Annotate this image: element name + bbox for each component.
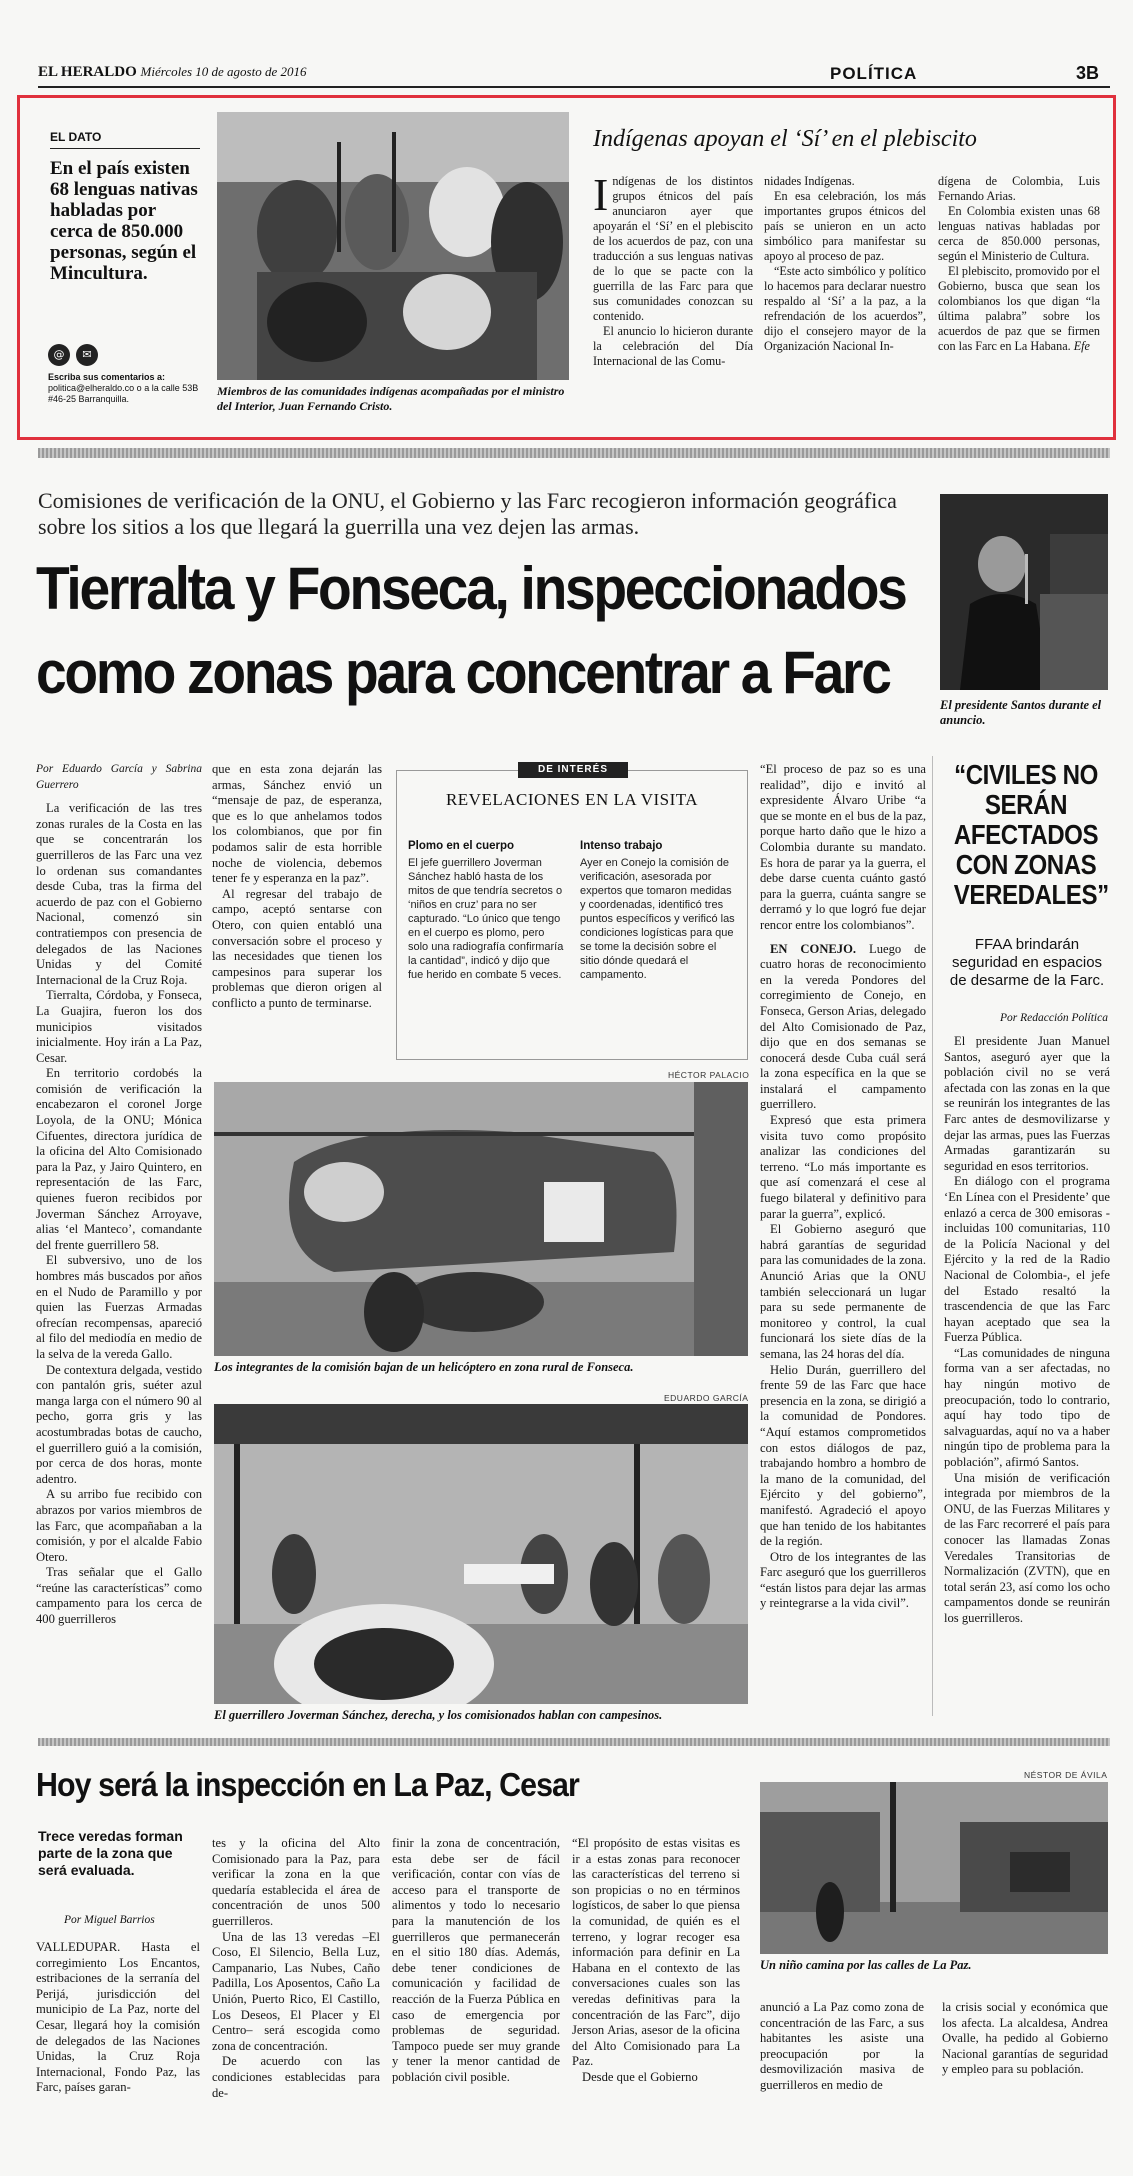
dato-label: EL DATO xyxy=(50,130,102,144)
dato-text: En el país existen 68 lenguas nativas habladas por cerca de 850.000 personas, según el Mincultura. xyxy=(50,158,198,284)
main-headline-1: Tierralta y Fonseca, inspeccionados xyxy=(36,555,906,622)
bottom-col3: finir la zona de concentración, esta debe ser de fácil verificación, contar con vías de acceso para el transporte de alimentos y todo lo necesario para la manutención de los guerrilleros que permanecerán en el sitio 180 días. Además, debe tener condiciones de comunicación y facilidad de reacción de la Fuerza Pública en caso de emergencia por problemas de seguridad. Tampoco puede ser muy grande y tener la menor cantidad de población civil posible. xyxy=(392,1836,560,2084)
bottom-sub: Trece veredas forman parte de la zona que será evaluada. xyxy=(38,1828,183,1878)
indigenas-col2: nidades Indígenas. En esa celebración, los más importantes grupos étnicos del país se unieron en un acto simbólico para manifestar su apoyo al proceso de paz. “Este acto simbólico y político lo hacemos para declarar nuestro respaldo al ‘Sí’ a la paz, a la refrendación de los acuerdos”, dijo el consejero mayor de la Organización Nacional In- xyxy=(764,174,926,353)
indigenas-col3: dígena de Colombia, Luis Fernando Arias. En Colombia existen unas 68 lenguas nativas habladas por cerca de 850.000 personas, según el Ministerio de Cultura. El plebiscito, promovido por el Gobierno, busca que sean los colombianos los que digan “la última palabra” sobre los acuerdos de paz que se firmen con las Farc en La Habana. Efe xyxy=(938,174,1100,353)
paper-name: EL HERALDO xyxy=(38,64,137,80)
indigenas-headline: Indígenas apoyan el ‘Sí’ en el plebiscito xyxy=(593,126,977,152)
bottom-headline: Hoy será la inspección en La Paz, Cesar xyxy=(36,1766,579,1803)
sidebar-sub: FFAA brindarán seguridad en espacios de desarme de la Farc. xyxy=(949,936,1105,989)
at-icon[interactable]: @ xyxy=(48,344,70,366)
header-paper-date xyxy=(38,64,307,81)
bottom-col2: tes y la oficina del Alto Comisionado para la Paz, para verificar la zona en la que quedaría establecida el área de concentración de unos 500 guerrilleros. Una de las 13 veredas –El Coso, El Silencio, Bella Luz, Campanario, Las Nubes, Caño Padilla, Los Aposentos, Caño La Unión, Puerto Rico, El Castillo, Los Deseos, El Placer y El Centro– será escogida como zona de concentración. De acuerdo con las condiciones establecidas para de- xyxy=(212,1836,380,2100)
sidebar-byline: Por Redacción Política xyxy=(1000,1012,1108,1024)
en-conejo-lead: EN CONEJO. xyxy=(770,941,857,956)
separator-band xyxy=(38,448,1110,458)
santos-caption: El presidente Santos durante el anuncio. xyxy=(940,698,1102,727)
interes-title: REVELACIONES EN LA VISITA xyxy=(445,790,699,809)
main-col4: “El proceso de paz so es una realidad”, dijo e invitó al expresidente Álvaro Uribe “a que se monte en el bus de la paz, porque harto daño que le hizo a Colombia durante su mandato. Es hora de parar ya la guerra, el debe darse cuenta cuánto gastó para la guerra, cuánta sangre se derramó y lo que logró fue dejar rencor entre los colombianos”. EN CONEJO. Luego de cuatro horas de reconocimiento en la vereda Pondores del corregimiento de Conejo, en Fonseca, Gerson Arias, delegado del Alto Comisionado de Paz, dijo que en dos semanas se conocerá desde Cuba cuál será la zona específica en la que se instalará el campamento guerrillero. Expresó que esta primera visita tuvo como propósito analizar las condiciones del terreno. “Lo más importante es que así comenzará el cese al fuego bilateral y definitivo para parar la guerra”, explicó. El Gobierno aseguró que habrá garantías de seguridad para las comunidades de la zona. Anunció Arias que la ONU también seleccionará un lugar para su sede permanente de monitoreo y control, la cual funcionará los siete días de la semana, las 24 horas del día. Helio Durán, guerrillero del frente 59 de las Farc que hace presencia en la zona, se dirigió a la comunidad de Pondores. “Aquí estamos comprometidos con estos diálogos de paz, trabajando hombro a hombro de la mano de la comunidad, del Ejército y del gobierno”, manifestó. Agradeció el apoyo que han tenido de los habitantes de la región. Otro de los integrantes de las Farc aseguró que los guerrilleros “están listos para dejar las armas y reintegrarse a la vida civil”. xyxy=(760,762,926,1611)
sidebar-body: El presidente Juan Manuel Santos, aseguró ayer que la población civil no se verá afectada con las zonas en la que se reunirán los integrantes de las Farc antes de desmovilizarse y dejar las armas, pues las Fuerzas Armadas garantizarán su seguridad en esos territorios. En diálogo con el programa ‘En Línea con el Presidente’ que enlazó a cerca de 300 emisoras -incluidas 100 comunitarias, 110 de la Policía Nacional y del Ejército y la red de la Radio Nacional de Colombia-, el jefe del Estado resaltó la trascendencia de que las Farc hayan aceptado que sea la Fuerza Pública. “Las comunidades de ninguna forma van a ser afectadas, no hay ningún motivo de preocupación, todo lo contrario, aquí hay todo tipo de salvaguardas, aquí no va a haber ningún tipo de problema para la población”, afirmó Santos. Una misión de verificación integrada por miembros de la ONU, de las Fuerzas Militares y de las Farc recorreré el país para conocer las llamadas Zonas Veredales Transitorias de Normalización (ZVTN), que en total serán 23, así como los ocho campamentos donde se reunirán los guerrilleros. xyxy=(944,1034,1110,1625)
bottom-byline: Por Miguel Barrios xyxy=(64,1914,155,1926)
interes-left-text: El jefe guerrillero Joverman Sánchez habló hasta de los mitos de que tendría secretos o ‘niños en cruz’ para no ser capturado. “Lo único que tengo en el cuerpo es plomo, pero solo una radiografía confirmaría la cantidad”, indicó y dijo que fue herido en combate 5 veces. xyxy=(408,857,564,981)
bottom-col6: la crisis social y económica que los afecta. La alcaldesa, Andrea Ovalle, ha pedido al Gobierno Nacional garantías de seguridad y empleo para su población. xyxy=(942,2000,1108,2077)
main-byline: Por Eduardo García y Sabrina Guerrero xyxy=(36,763,202,791)
sidebar-rule xyxy=(932,756,933,1716)
contact-info xyxy=(48,372,208,405)
dato-rule xyxy=(50,148,200,149)
bottom-photo-caption: Un niño camina por las calles de La Paz. xyxy=(760,1958,972,1972)
helicopter-photo xyxy=(214,1082,748,1356)
date: Miércoles 10 de agosto de 2016 xyxy=(140,64,307,79)
header-rule xyxy=(38,86,1110,88)
santos-photo xyxy=(940,494,1108,690)
interes-right-text: Ayer en Conejo la comisión de verificación, asesorada por expertos que tomaron medidas y coordenadas, identificó tres puntos específicos y verificó las condiciones logísticas para que se tome la decisión sobre el sitio dónde quedará el campamento. xyxy=(580,857,735,981)
bottom-col4: “El propósito de estas visitas es ir a estas zonas para reconocer las características del terreno si son propicias o no en términos logísticos, de saber lo que piensa la comunidad, de quién es el terreno, y lograr recoger esa información para definir en La Habana en el contexto de las conversaciones cuales son las veredas definitivas para la concentración de las Farc”, dijo Jerson Arias, asesor de la oficina del Alto Comisionado para La Paz. Desde que el Gobierno xyxy=(572,1836,740,2084)
indigenas-col1: I ndígenas de los distintos grupos étnicos del país anunciaron ayer que apoyarán el ‘Sí’ en el plebiscito de los acuerdos de paz, con una traducción a sus lenguas nativas de lo que se pacte con la guerrilla de las Farc para que sus comunidades conozcan su contenido. El anuncio lo hicieron durante la celebración del Día Internacional de las Comu- xyxy=(593,174,753,368)
photo2-credit: EDUARDO GARCÍA xyxy=(664,1393,749,1403)
interes-left-head: Plomo en el cuerpo xyxy=(408,840,515,852)
main-col1: Por Eduardo García y Sabrina Guerrero La verificación de las tres zonas rurales de la Costa en las que se concentrarán los guerrilleros de las Farc una vez lo ordenan sus comandantes desde Cuba, tras la firma del acuerdo de paz con el Gobierno Nacional, comenzó sin contratiempos con presencia de delegados de las Naciones Unidas y del Comité Internacional de la Cruz Roja. Tierralta, Córdoba, y Fonseca, La Guajira, fueron los dos municipios visitados inicialmente. Hoy irán a La Paz, Cesar. En territorio cordobés la comisión de verificación la encabezaron el coronel Jorge Loyola, de la ONU; Mónica Cifuentes, directora jurídica de la oficina del Alto Comisionado para la Paz, y Jairo Quintero, en representación de las Farc, quienes fueron recibidos por Joverman Sánchez Arroyave, alias ‘el Manteco’, comandante del frente guerrillero 58. El subversivo, uno de los hombres más buscados por años en el Nudo de Paramillo y por quien las Fuerzas Armadas ofrecían recompensas, apareció al filo del mediodía en medio de la selva de la vereda Gallo. De contextura delgada, vestido con pantalón gris, suéter azul manga larga con el número 90 al pecho, gorra gris y las acostumbradas botas de caucho, el guerrillero guió a la comisión, por cerca de dos horas, monte adentro. A su arribo fue recibido con abrazos por varios miembros de las Farc, que acompañaban a la comisión, y por el alcalde Fabio Otero. Tras señalar que el Gallo “reúne las características” como campamento para los cerca de 400 guerrilleros xyxy=(36,763,202,1627)
main-col2: que en esta zona dejarán las armas, Sánchez envió un “mensaje de paz, de esperanza, que es lo que anhelamos todos los colombianos, que por fin podamos salir de esta horrible noche de violencia, debemos tener fe y esperanza en la paz”. Al regresar del trabajo de campo, aceptó sentarse con Otero, con quien entabló una conversación sobre el proceso y las necesidades que tienen los campesinos para superar los problemas que dieron origen al conflicto a punto de terminarse. xyxy=(212,762,382,1010)
page-number: 3B xyxy=(1076,63,1100,83)
bottom-col5: anunció a La Paz como zona de concentración de las Farc, a sus habitantes les asiste una preocupación por la desmovilización masiva de guerrilleros en medio de xyxy=(760,2000,924,2092)
mail-icon[interactable]: ✉ xyxy=(76,344,98,366)
interes-tag: DE INTERÉS xyxy=(518,762,628,778)
photo1-credit: HÉCTOR PALACIO xyxy=(668,1070,750,1080)
indigenas-caption: Miembros de las comunidades indígenas acompañadas por el ministro del Interior, Juan Fernando Cristo. xyxy=(217,384,565,413)
main-kicker: Comisiones de verificación de la ONU, el Gobierno y las Farc recogieron información geográfica sobre los sitios a los que llegará la guerrilla una vez dejen las armas. xyxy=(38,488,897,539)
main-headline-2: como zonas para concentrar a Farc xyxy=(36,639,890,706)
section-name: POLÍTICA xyxy=(830,64,918,83)
photo1-caption: Los integrantes de la comisión bajan de un helicóptero en zona rural de Fonseca. xyxy=(214,1360,634,1374)
sidebar-quote: “CIVILES NO SERÁN AFECTADOS CON ZONAS VEREDALES” xyxy=(953,759,1109,910)
indigenas-photo xyxy=(217,112,569,380)
bottom-col1: VALLEDUPAR. Hasta el corregimiento Los Encantos, estribaciones de la serranía del Perijá, jurisdicción del municipio de La Paz, norte del Cesar, llegará hoy la comisión de delegados de las Naciones Unidas, la Cruz Roja Internacional, Fondo Paz, las Farc, países garan- xyxy=(36,1940,200,2095)
interes-right-head: Intenso trabajo xyxy=(580,840,663,852)
bottom-photo-credit: NÉSTOR DE ÁVILA xyxy=(1024,1770,1108,1780)
dropcap: I xyxy=(593,174,609,220)
contact-body: politica@elheraldo.co o a la calle 53B #46-25 Barranquilla. xyxy=(48,383,199,404)
contact-title: Escriba sus comentarios a: xyxy=(48,372,166,382)
meeting-photo xyxy=(214,1404,748,1704)
photo2-caption: El guerrillero Joverman Sánchez, derecha, y los comisionados hablan con campesinos. xyxy=(214,1708,663,1722)
separator-band-2 xyxy=(38,1738,1110,1746)
la-paz-photo xyxy=(760,1782,1108,1954)
